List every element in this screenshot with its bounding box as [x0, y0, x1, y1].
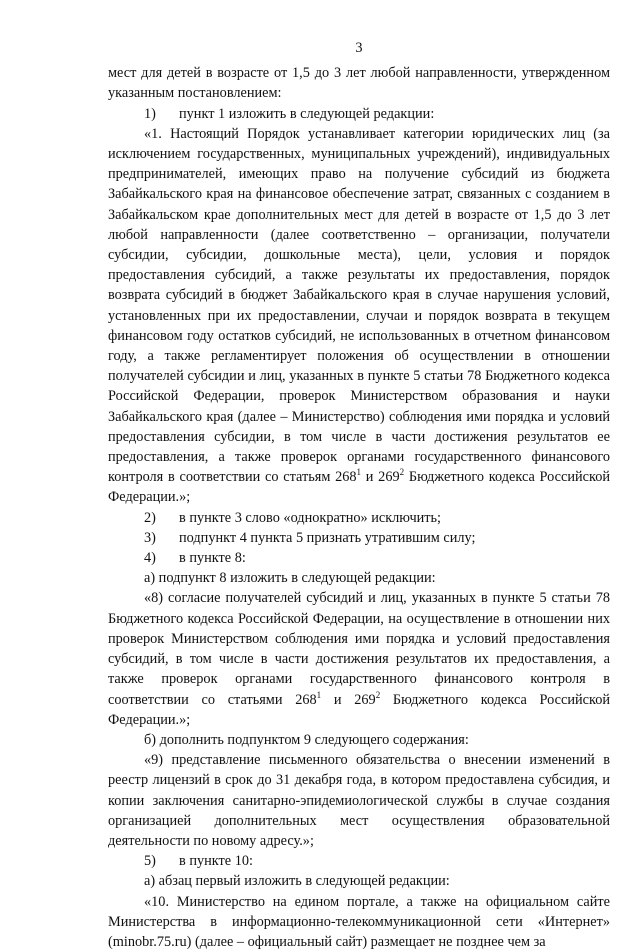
list-item-text: подпункт 4 пункта 5 признать утратившим силу; — [179, 529, 476, 546]
list-item-number: 3) — [144, 529, 156, 546]
list-item-1 — [108, 104, 610, 124]
paragraph-point-10: «10. Министерство на едином портале, а также на официальном сайте Министерства в информационно-телекоммуникационной сети «Интернет» (minobr.75.ru) (далее – официальный сайт) размещает не позднее чем за — [108, 893, 610, 950]
list-item-2 — [108, 508, 610, 528]
paragraph-text: Бюджетного кодекса Российской Федерации.»; — [108, 691, 610, 728]
list-item-4 — [108, 548, 610, 568]
superscript: 2 — [375, 689, 381, 700]
list-item-text: в пункте 10: — [179, 853, 253, 870]
paragraph-intro: мест для детей в возрасте от 1,5 до 3 лет любой направленности, утвержденном указанным постановлением: — [108, 65, 610, 102]
list-item-text: пункт 1 изложить в следующей редакции: — [179, 105, 435, 122]
paragraph-point-1 — [108, 124, 610, 508]
superscript: 2 — [399, 467, 405, 478]
paragraph-text: «1. Настоящий Порядок устанавливает категории юридических лиц (за исключением государственных, муниципальных учреждений), индивидуальных предпринимателей, имеющих право на получение субсидий из бюджета Забайкальского края на финансовое обеспечение затрат, связанных с созданием в Забайкальском крае дополнительных мест для детей в возрасте от 1,5 до 3 лет любой направленности (далее соответственно – организации, получатели субсидии, субсидии, дошкольные места), цели, условия и порядок предоставления субсидий, а также результаты их предоставления, порядок возврата субсидий в бюджет Забайкальского края в случае нарушения условий, установленных при их предоставлении, случаи и порядок возврата в текущем финансовом году остатков субсидий, не использованных в отчетном финансовом году, а также регламентирует положения об осуществлении в отношении получателей субсидии и лиц, указанных в пункте 5 статьи 78 Бюджетного кодекса Российской Федерации, проверок Министерством образования и науки Забайкальского края (далее – Министерство) соблюдения ими порядка и условий предоставления субсидии, в том числе в части достижения результатов ее предоставления, а также проверок органами государственного финансового контроля в соответствии со статьям 268 — [108, 125, 610, 486]
paragraph-subitem-a: а) подпункт 8 изложить в следующей редакции: — [144, 570, 436, 587]
paragraph-subpoint-9: «9) представление письменного обязательства о внесении изменений в реестр лицензий в срок до 31 декабря года, в котором предоставлена субсидия, и копии заключения санитарно-эпидемиологической службы в случае создания организацией дополнительных мест осуществления образовательной деятельности по новому адресу.»; — [108, 752, 610, 849]
list-item-text: в пункте 8: — [179, 550, 246, 567]
paragraph-text: Бюджетного кодекса Российской Федерации.»; — [108, 469, 610, 506]
list-item-number: 2) — [144, 509, 156, 526]
document-page — [108, 38, 610, 952]
paragraph-text: «8) согласие получателей субсидий и лиц, указанных в пункте 5 статьи 78 Бюджетного кодекса Российской Федерации, на осуществление в отношении них проверок Министерством соблюдения ими порядка и условий предоставления субсидий, в том числе в части достижения результатов их предоставления, а также проверок органами государственного финансового контроля в соответствии со статьями 268 — [108, 590, 610, 708]
paragraph-subitem-a-2: а) абзац первый изложить в следующей редакции: — [144, 873, 450, 890]
list-item-text: в пункте 3 слово «однократно» исключить; — [179, 509, 442, 526]
list-item-number: 4) — [144, 550, 156, 567]
list-item-3 — [108, 528, 610, 548]
list-item-number: 1) — [144, 105, 156, 122]
list-item-5 — [108, 851, 610, 871]
page-number: 3 — [355, 40, 363, 56]
paragraph-text: и 269 — [361, 469, 400, 486]
paragraph-text: и 269 — [321, 691, 376, 708]
superscript: 1 — [356, 467, 362, 478]
paragraph-subpoint-8 — [108, 588, 610, 729]
paragraph-subitem-b: б) дополнить подпунктом 9 следующего содержания: — [144, 731, 469, 748]
superscript: 1 — [316, 689, 322, 700]
list-item-number: 5) — [144, 853, 156, 870]
